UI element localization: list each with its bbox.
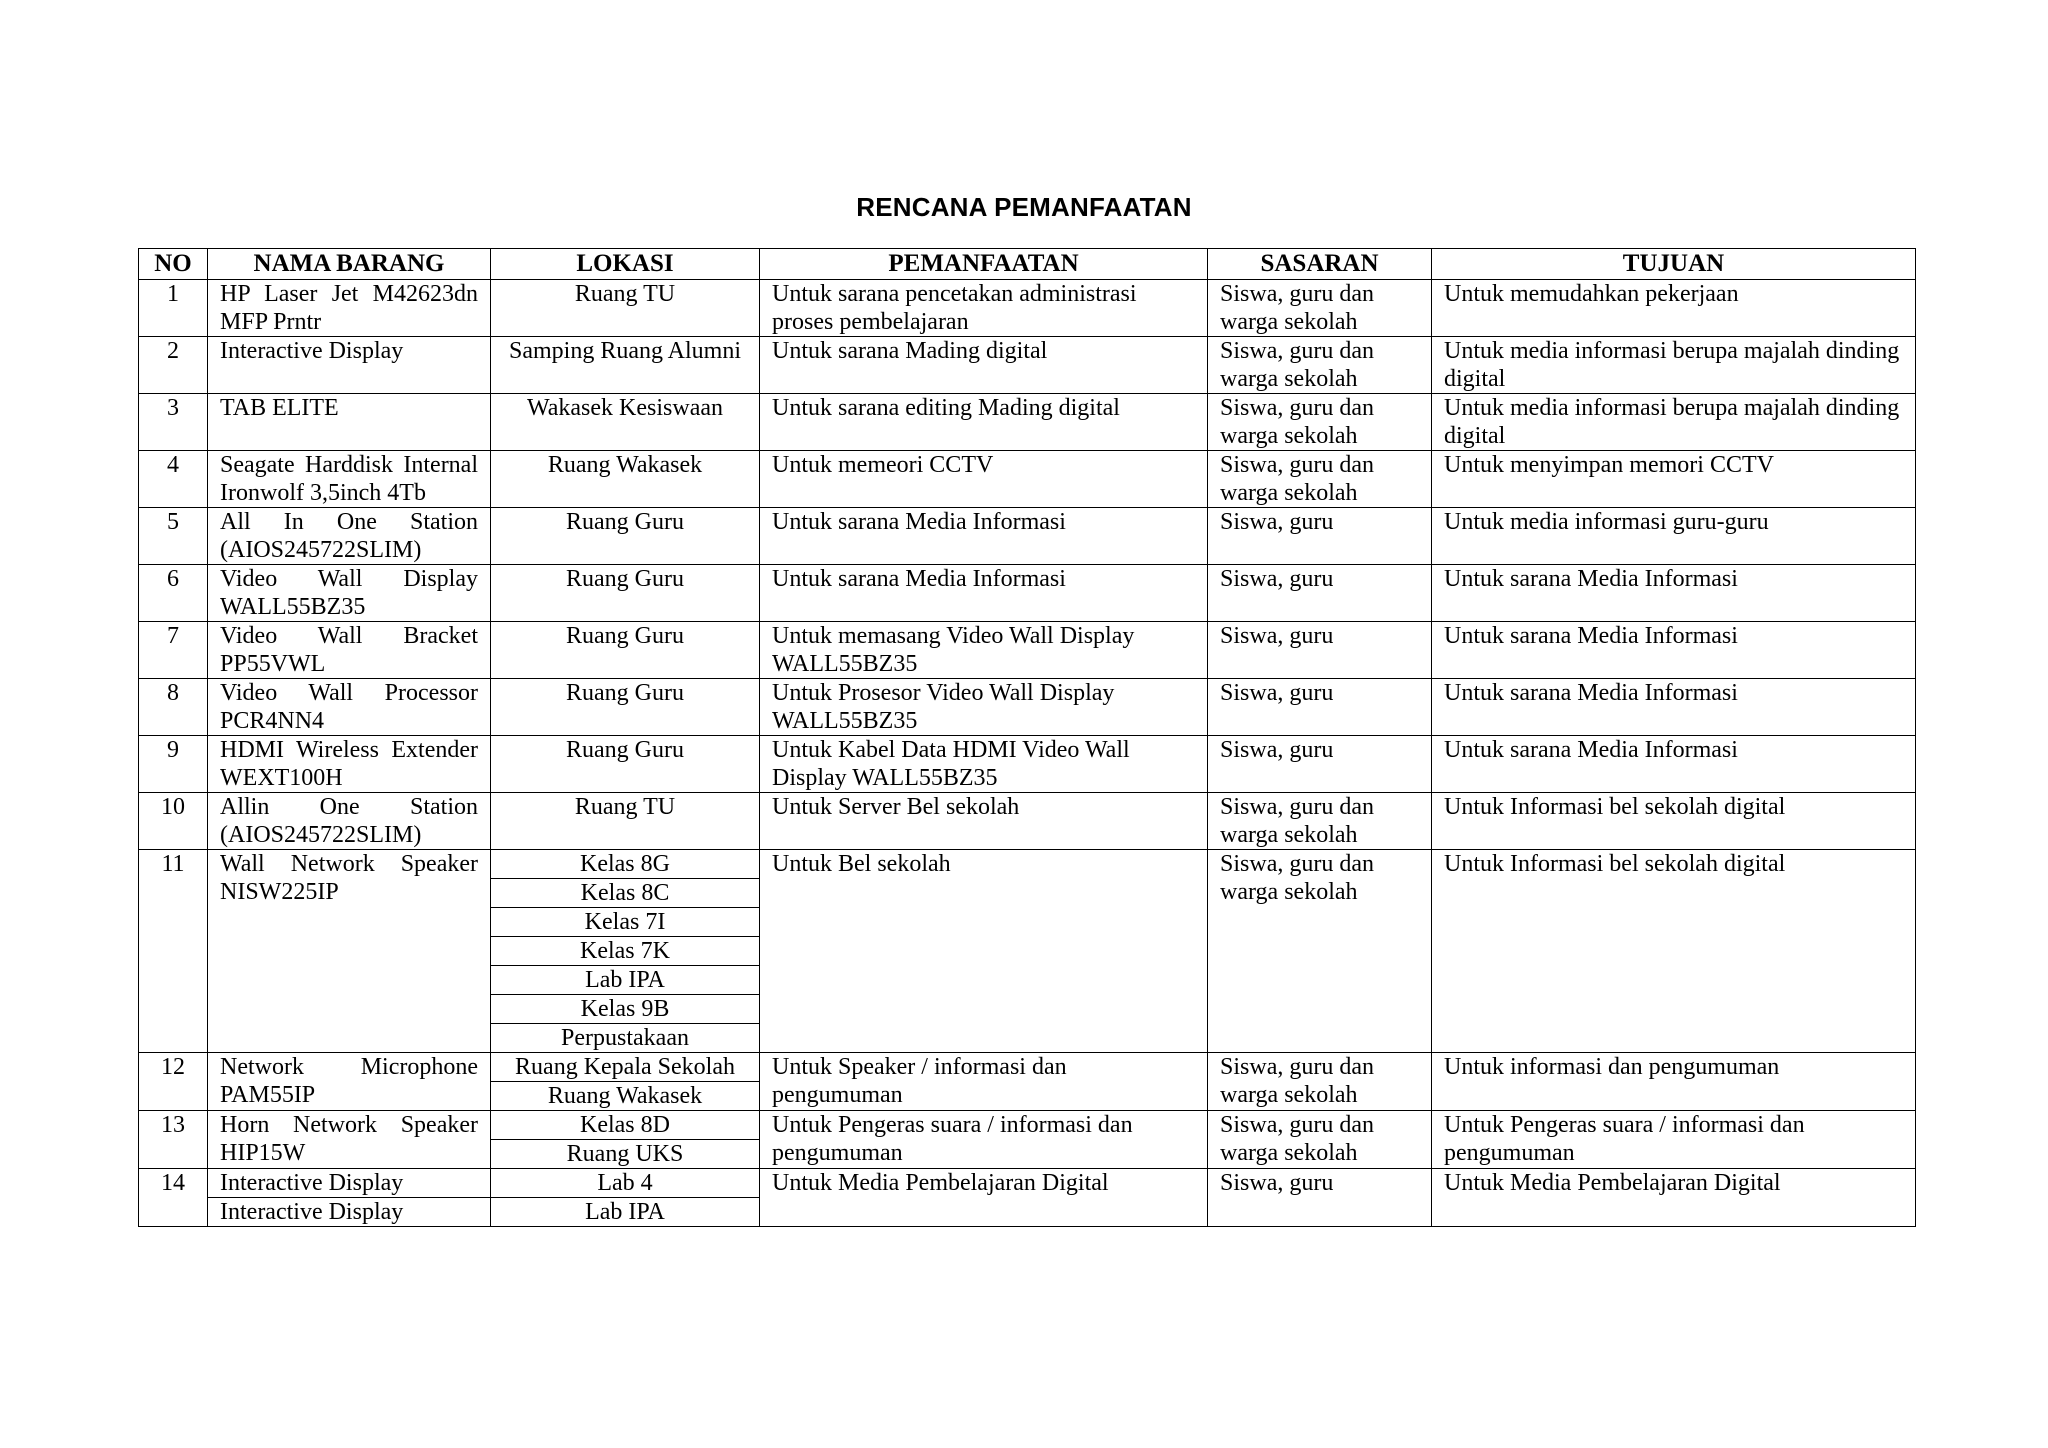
cell-no: 3 — [139, 394, 208, 451]
pemanfaatan-table — [138, 248, 1916, 1227]
table-row — [139, 850, 1916, 879]
cell-tujuan: Untuk sarana Media Informasi — [1432, 679, 1916, 736]
cell-lokasi: Ruang Wakasek — [491, 451, 760, 508]
cell-lokasi: Wakasek Kesiswaan — [491, 394, 760, 451]
cell-sasaran: Siswa, guru dan warga sekolah — [1208, 337, 1432, 394]
cell-sasaran: Siswa, guru — [1208, 622, 1432, 679]
cell-pemanfaatan: Untuk sarana Media Informasi — [760, 565, 1208, 622]
cell-sasaran: Siswa, guru dan warga sekolah — [1208, 1111, 1432, 1169]
cell-pemanfaatan: Untuk sarana editing Mading digital — [760, 394, 1208, 451]
cell-tujuan: Untuk memudahkan pekerjaan — [1432, 280, 1916, 337]
cell-lokasi: Ruang TU — [491, 280, 760, 337]
cell-lokasi: Samping Ruang Alumni — [491, 337, 760, 394]
cell-lokasi: Lab IPA — [491, 966, 760, 995]
cell-nama-barang: Network Microphone PAM55IP — [208, 1053, 491, 1111]
table-row — [139, 1169, 1916, 1198]
cell-no: 13 — [139, 1111, 208, 1169]
cell-pemanfaatan: Untuk Kabel Data HDMI Video Wall Display WALL55BZ35 — [760, 736, 1208, 793]
cell-nama-barang: Interactive Display — [208, 337, 491, 394]
cell-tujuan: Untuk Pengeras suara / informasi dan pengumuman — [1432, 1111, 1916, 1169]
cell-tujuan: Untuk Informasi bel sekolah digital — [1432, 850, 1916, 1053]
cell-sasaran: Siswa, guru dan warga sekolah — [1208, 280, 1432, 337]
cell-lokasi: Kelas 8D — [491, 1111, 760, 1140]
cell-no: 10 — [139, 793, 208, 850]
cell-pemanfaatan: Untuk Speaker / informasi dan pengumuman — [760, 1053, 1208, 1111]
cell-pemanfaatan: Untuk Server Bel sekolah — [760, 793, 1208, 850]
cell-pemanfaatan: Untuk sarana Mading digital — [760, 337, 1208, 394]
cell-no: 12 — [139, 1053, 208, 1111]
cell-sasaran: Siswa, guru dan warga sekolah — [1208, 850, 1432, 1053]
header-nama-barang: NAMA BARANG — [208, 249, 491, 280]
cell-pemanfaatan: Untuk Bel sekolah — [760, 850, 1208, 1053]
cell-no: 7 — [139, 622, 208, 679]
table-row — [139, 793, 1916, 850]
cell-lokasi: Kelas 7K — [491, 937, 760, 966]
cell-tujuan: Untuk media informasi guru-guru — [1432, 508, 1916, 565]
cell-lokasi: Lab IPA — [491, 1198, 760, 1227]
cell-nama-barang: Video Wall Display WALL55BZ35 — [208, 565, 491, 622]
table-row — [139, 1053, 1916, 1082]
cell-lokasi: Perpustakaan — [491, 1024, 760, 1053]
cell-pemanfaatan: Untuk memeori CCTV — [760, 451, 1208, 508]
table-row — [139, 451, 1916, 508]
cell-sasaran: Siswa, guru — [1208, 736, 1432, 793]
cell-tujuan: Untuk media informasi berupa majalah dinding digital — [1432, 337, 1916, 394]
table-row — [139, 394, 1916, 451]
cell-nama-barang: Seagate Harddisk Internal Ironwolf 3,5inch 4Tb — [208, 451, 491, 508]
cell-nama-barang: Allin One Station (AIOS245722SLIM) — [208, 793, 491, 850]
cell-lokasi: Ruang UKS — [491, 1140, 760, 1169]
header-sasaran: SASARAN — [1208, 249, 1432, 280]
cell-lokasi: Ruang Guru — [491, 565, 760, 622]
cell-tujuan: Untuk sarana Media Informasi — [1432, 565, 1916, 622]
page-title: RENCANA PEMANFAATAN — [856, 192, 1192, 222]
cell-tujuan: Untuk media informasi berupa majalah dinding digital — [1432, 394, 1916, 451]
cell-lokasi: Ruang Wakasek — [491, 1082, 760, 1111]
table-row — [139, 337, 1916, 394]
cell-no: 9 — [139, 736, 208, 793]
cell-tujuan: Untuk Media Pembelajaran Digital — [1432, 1169, 1916, 1227]
cell-nama-barang: HP Laser Jet M42623dn MFP Prntr — [208, 280, 491, 337]
cell-no: 2 — [139, 337, 208, 394]
cell-sasaran: Siswa, guru — [1208, 565, 1432, 622]
cell-nama-barang: HDMI Wireless Extender WEXT100H — [208, 736, 491, 793]
cell-sasaran: Siswa, guru — [1208, 508, 1432, 565]
cell-tujuan: Untuk Informasi bel sekolah digital — [1432, 793, 1916, 850]
cell-tujuan: Untuk menyimpan memori CCTV — [1432, 451, 1916, 508]
cell-sasaran: Siswa, guru dan warga sekolah — [1208, 451, 1432, 508]
cell-sasaran: Siswa, guru — [1208, 679, 1432, 736]
cell-no: 14 — [139, 1169, 208, 1227]
cell-sasaran: Siswa, guru dan warga sekolah — [1208, 793, 1432, 850]
table-header-row — [139, 249, 1916, 280]
header-tujuan: TUJUAN — [1432, 249, 1916, 280]
cell-no: 11 — [139, 850, 208, 1053]
cell-pemanfaatan: Untuk sarana pencetakan administrasi proses pembelajaran — [760, 280, 1208, 337]
cell-no: 4 — [139, 451, 208, 508]
table-row — [139, 508, 1916, 565]
cell-nama-barang: Horn Network Speaker HIP15W — [208, 1111, 491, 1169]
header-lokasi: LOKASI — [491, 249, 760, 280]
cell-sasaran: Siswa, guru — [1208, 1169, 1432, 1227]
cell-lokasi: Ruang Guru — [491, 679, 760, 736]
cell-no: 1 — [139, 280, 208, 337]
cell-nama-barang: Video Wall Bracket PP55VWL — [208, 622, 491, 679]
cell-lokasi: Ruang Guru — [491, 622, 760, 679]
table-row — [139, 280, 1916, 337]
cell-lokasi: Ruang Guru — [491, 736, 760, 793]
table-row — [139, 679, 1916, 736]
cell-pemanfaatan: Untuk memasang Video Wall Display WALL55BZ35 — [760, 622, 1208, 679]
cell-nama-barang: All In One Station (AIOS245722SLIM) — [208, 508, 491, 565]
cell-tujuan: Untuk sarana Media Informasi — [1432, 736, 1916, 793]
cell-nama-barang: Wall Network Speaker NISW225IP — [208, 850, 491, 1053]
cell-lokasi: Ruang TU — [491, 793, 760, 850]
table-row — [139, 565, 1916, 622]
cell-sasaran: Siswa, guru dan warga sekolah — [1208, 1053, 1432, 1111]
cell-no: 8 — [139, 679, 208, 736]
header-no: NO — [139, 249, 208, 280]
cell-tujuan: Untuk informasi dan pengumuman — [1432, 1053, 1916, 1111]
cell-nama-barang: TAB ELITE — [208, 394, 491, 451]
table-row — [139, 622, 1916, 679]
cell-nama-barang: Video Wall Processor PCR4NN4 — [208, 679, 491, 736]
cell-no: 5 — [139, 508, 208, 565]
cell-nama-barang: Interactive Display — [208, 1198, 491, 1227]
cell-pemanfaatan: Untuk Pengeras suara / informasi dan pengumuman — [760, 1111, 1208, 1169]
cell-lokasi: Kelas 7I — [491, 908, 760, 937]
cell-pemanfaatan: Untuk Media Pembelajaran Digital — [760, 1169, 1208, 1227]
cell-pemanfaatan: Untuk sarana Media Informasi — [760, 508, 1208, 565]
cell-lokasi: Kelas 8C — [491, 879, 760, 908]
cell-pemanfaatan: Untuk Prosesor Video Wall Display WALL55BZ35 — [760, 679, 1208, 736]
cell-lokasi: Kelas 8G — [491, 850, 760, 879]
cell-no: 6 — [139, 565, 208, 622]
table-row — [139, 736, 1916, 793]
cell-sasaran: Siswa, guru dan warga sekolah — [1208, 394, 1432, 451]
header-pemanfaatan: PEMANFAATAN — [760, 249, 1208, 280]
cell-lokasi: Kelas 9B — [491, 995, 760, 1024]
cell-nama-barang: Interactive Display — [208, 1169, 491, 1198]
cell-lokasi: Ruang Kepala Sekolah — [491, 1053, 760, 1082]
cell-lokasi: Lab 4 — [491, 1169, 760, 1198]
table-row — [139, 1111, 1916, 1140]
cell-lokasi: Ruang Guru — [491, 508, 760, 565]
cell-tujuan: Untuk sarana Media Informasi — [1432, 622, 1916, 679]
